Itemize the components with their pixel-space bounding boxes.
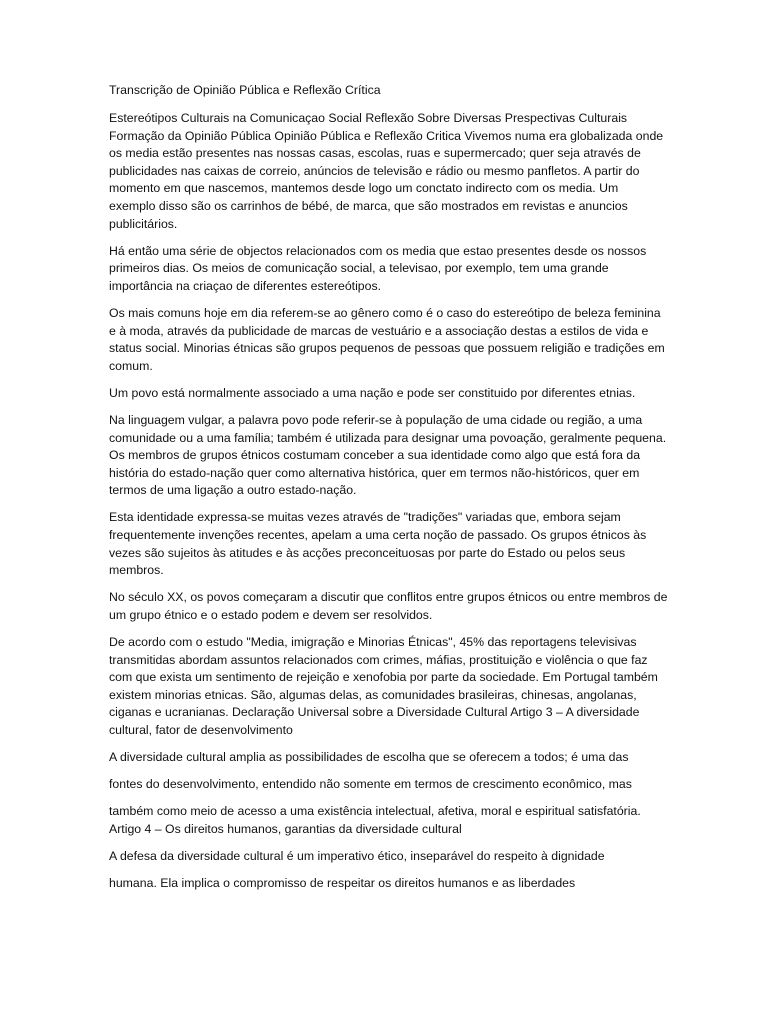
paragraph-13: humana. Ela implica o compromisso de respeitar os direitos humanos e as liberdades	[109, 875, 576, 890]
paragraph-11: também como meio de acesso a uma existência intelectual, afetiva, moral e espiritual satisfatória. Artigo 4 – Os direitos humanos, garantias da diversidade cultural	[109, 804, 641, 836]
paragraph-4: Um povo está normalmente associado a uma nação e pode ser constituido por diferentes etnias.	[109, 385, 636, 400]
paragraph-10: fontes do desenvolvimento, entendido não somente em termos de crescimento econômico, mas	[109, 777, 632, 792]
paragraph-7: No século XX, os povos começaram a discutir que conflitos entre grupos étnicos ou entre membros de um grupo étnico e o estado podem e devem ser resolvidos.	[109, 590, 668, 622]
paragraph-5: Na linguagem vulgar, a palavra povo pode referir-se à população de uma cidade ou região, a uma comunidade ou a uma família; também é utilizada para designar uma povoação, geralmente pequena. Os membros de grupos étnicos costumam conceber a sua identidade como algo que está fora da história do estado-nação quer como alternativa histórica, quer em termos não-históricos, quer em termos de uma ligação a outro estado-nação.	[109, 412, 667, 498]
paragraph-6: Esta identidade expressa-se muitas vezes através de "tradições" variadas que, embora sejam frequentemente invenções recentes, apelam a uma certa noção de passado. Os grupos étnicos às vezes são sujeitos às atitudes e às acções preconceituosas por parte do Estado ou pelos seus membros.	[109, 510, 647, 578]
paragraph-12: A defesa da diversidade cultural é um imperativo ético, inseparável do respeito à dignidade	[109, 848, 605, 863]
paragraph-8: De acordo com o estudo "Media, imigração e Minorias Étnicas", 45% das reportagens televisivas transmitidas abordam assuntos relacionados com crimes, máfias, prostituição e violência o que faz com que exista um sentimento de rejeição e xenofobia por parte da sociedade. Em Portugal também existem minorias etnicas. São, algumas delas, as comunidades brasileiras, chinesas, angolanas, ciganas e ucranianas. Declaração Universal sobre a Diversidade Cultural Artigo 3 – A diversidade cultural, fator de desenvolvimento	[109, 634, 658, 737]
paragraph-3: Os mais comuns hoje em dia referem-se ao gênero como é o caso do estereótipo de beleza feminina e à moda, através da publicidade de marcas de vestuário e a associação destas a estilos de vida e status social. Minorias étnicas são grupos pequenos de pessoas que possuem religião e tradições em comum.	[109, 305, 665, 373]
document-title: Transcrição de Opinião Pública e Reflexão Crítica	[109, 83, 381, 97]
paragraph-1: Estereótipos Culturais na Comunicaçao Social Reflexão Sobre Diversas Prespectivas Culturais Formação da Opinião Pública Opinião Pública e Reflexão Critica Vivemos numa era globalizada onde os media estão presentes nas nossas casas, escolas, ruas e supermercado; quer seja através de publicidades nas caixas de correio, anúncios de televisão e rádio ou mesmo panfletos. A partir do momento em que nascemos, mantemos desde logo um conctato indirecto com os media. Um exemplo disso são os carrinhos de bébé, de marca, que são mostrados em revistas e anuncios publicitários.	[109, 111, 664, 231]
paragraph-2: Há então uma série de objectos relacionados com os media que estao presentes desde os nossos primeiros dias. Os meios de comunicação social, a televisao, por exemplo, tem uma grande importância na criaçao de diferentes estereótipos.	[109, 243, 647, 293]
paragraph-9: A diversidade cultural amplia as possibilidades de escolha que se oferecem a todos; é uma das	[109, 750, 629, 764]
